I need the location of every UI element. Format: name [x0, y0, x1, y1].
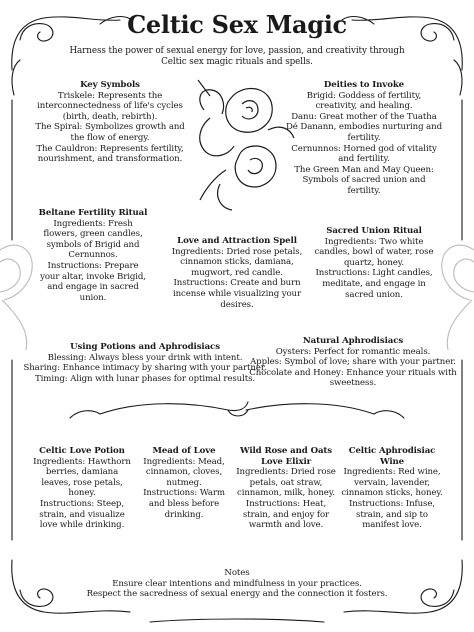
recipe-ingredients: Ingredients: Red wine, vervain, lavender, cinnamon sticks, honey. [341, 467, 443, 499]
recipe-instructions: Instructions: Steep, strain, and visualize love while drinking. [39, 498, 125, 531]
potions-section [20, 342, 270, 384]
key-symbol-item: The Spiral: Symbolizes growth and the flow of energy. [35, 122, 185, 143]
recipe-heading: Mead of Love [152, 446, 216, 456]
deities-heading: Deities to Invoke [323, 80, 405, 90]
recipe-card [136, 446, 232, 520]
beltane-section [38, 208, 148, 303]
recipe-instructions: Instructions: Warm and bless before drinking. [143, 488, 225, 520]
notes-section [60, 568, 414, 600]
sacred-union-heading: Sacred Union Ritual [326, 226, 422, 236]
key-symbols-section [32, 80, 188, 165]
key-symbol-item: The Cauldron: Represents fertility, nourishment, and transformation. [36, 143, 184, 165]
love-spell-instructions: Instructions: Create and burn incense while visualizing your desires. [172, 278, 302, 310]
natural-aphrodisiacs-section [248, 336, 458, 389]
deity-item: Danu: Great mother of the Tuatha Dé Danann, embodies nurturing and fertility. [286, 111, 442, 143]
beltane-heading: Beltane Fertility Ritual [38, 208, 148, 218]
sacred-union-section [314, 226, 434, 300]
recipe-heading: Wild Rose and Oats Love Elixir [239, 446, 333, 467]
recipe-ingredients: Ingredients: Mead, cinnamon, cloves, nutmeg. [143, 456, 225, 488]
potions-line: Timing: Align with lunar phases for optimal results. [34, 373, 256, 384]
natural-line: Chocolate and Honey: Enhance your rituals with sweetness. [249, 367, 457, 389]
beltane-instructions: Instructions: Prepare your altar, invoke Brigid, and engage in sacred union. [40, 260, 146, 303]
recipe-heading: Celtic Aphrodisiac Wine [348, 446, 436, 467]
recipe-instructions: Instructions: Heat, strain, and enjoy for warmth and love. [242, 498, 330, 531]
beltane-ingredients: Ingredients: Fresh flowers, green candles, symbols of Brigid and Cernunnos. [43, 218, 143, 261]
natural-heading: Natural Aphrodisiacs [302, 336, 404, 346]
intro-text: Harness the power of sexual energy for love, passion, and creativity through Celtic sex magic rituals and spells. [69, 46, 405, 67]
recipe-ingredients: Ingredients: Hawthorn berries, damiana leaves, rose petals, honey. [33, 456, 131, 499]
sacred-union-instructions: Instructions: Light candles, meditate, and engage in sacred union. [315, 268, 433, 300]
notes-heading: Notes [224, 568, 250, 578]
recipe-card [234, 446, 338, 531]
deity-item: Brigid: Goddess of fertility, creativity, and healing. [306, 90, 422, 112]
key-symbol-item: Triskele: Represents the interconnectedness of life's cycles (birth, death, rebirth). [37, 90, 183, 122]
deity-item: Cernunnos: Horned god of vitality and fertility. [291, 143, 437, 165]
recipe-ingredients: Ingredients: Dried rose petals, oat straw, cinnamon, milk, honey. [236, 467, 336, 499]
recipe-card [30, 446, 134, 531]
notes-line: Respect the sacredness of sexual energy and the connection it fosters. [86, 589, 388, 600]
key-symbols-heading: Key Symbols [80, 80, 140, 90]
recipe-heading: Celtic Love Potion [39, 446, 125, 456]
potions-line: Blessing: Always bless your drink with intent. [47, 352, 243, 363]
deity-item: The Green Man and May Queen: Symbols of sacred union and fertility. [294, 164, 434, 196]
potions-heading: Using Potions and Aphrodisiacs [70, 342, 220, 352]
love-spell-heading: Love and Attraction Spell [177, 236, 297, 246]
deities-section [286, 80, 442, 197]
page-title: Celtic Sex Magic [127, 10, 347, 39]
natural-line: Apples: Symbol of love; share with your partner. [250, 357, 456, 368]
sacred-union-ingredients: Ingredients: Two white candles, bowl of water, rose quartz, honey. [314, 236, 434, 268]
recipe-card [340, 446, 444, 531]
notes-line: Ensure clear intentions and mindfulness in your practices. [112, 578, 362, 589]
natural-line: Oysters: Perfect for romantic meals. [275, 346, 431, 357]
rose-illustration [198, 80, 294, 210]
recipe-instructions: Instructions: Infuse, strain, and sip to manifest love. [349, 498, 435, 531]
love-spell-ingredients: Ingredients: Dried rose petals, cinnamon sticks, damiana, mugwort, red candle. [171, 246, 303, 278]
potions-line: Sharing: Enhance intimacy by sharing with your partner. [23, 363, 267, 374]
love-spell-section [164, 236, 310, 310]
